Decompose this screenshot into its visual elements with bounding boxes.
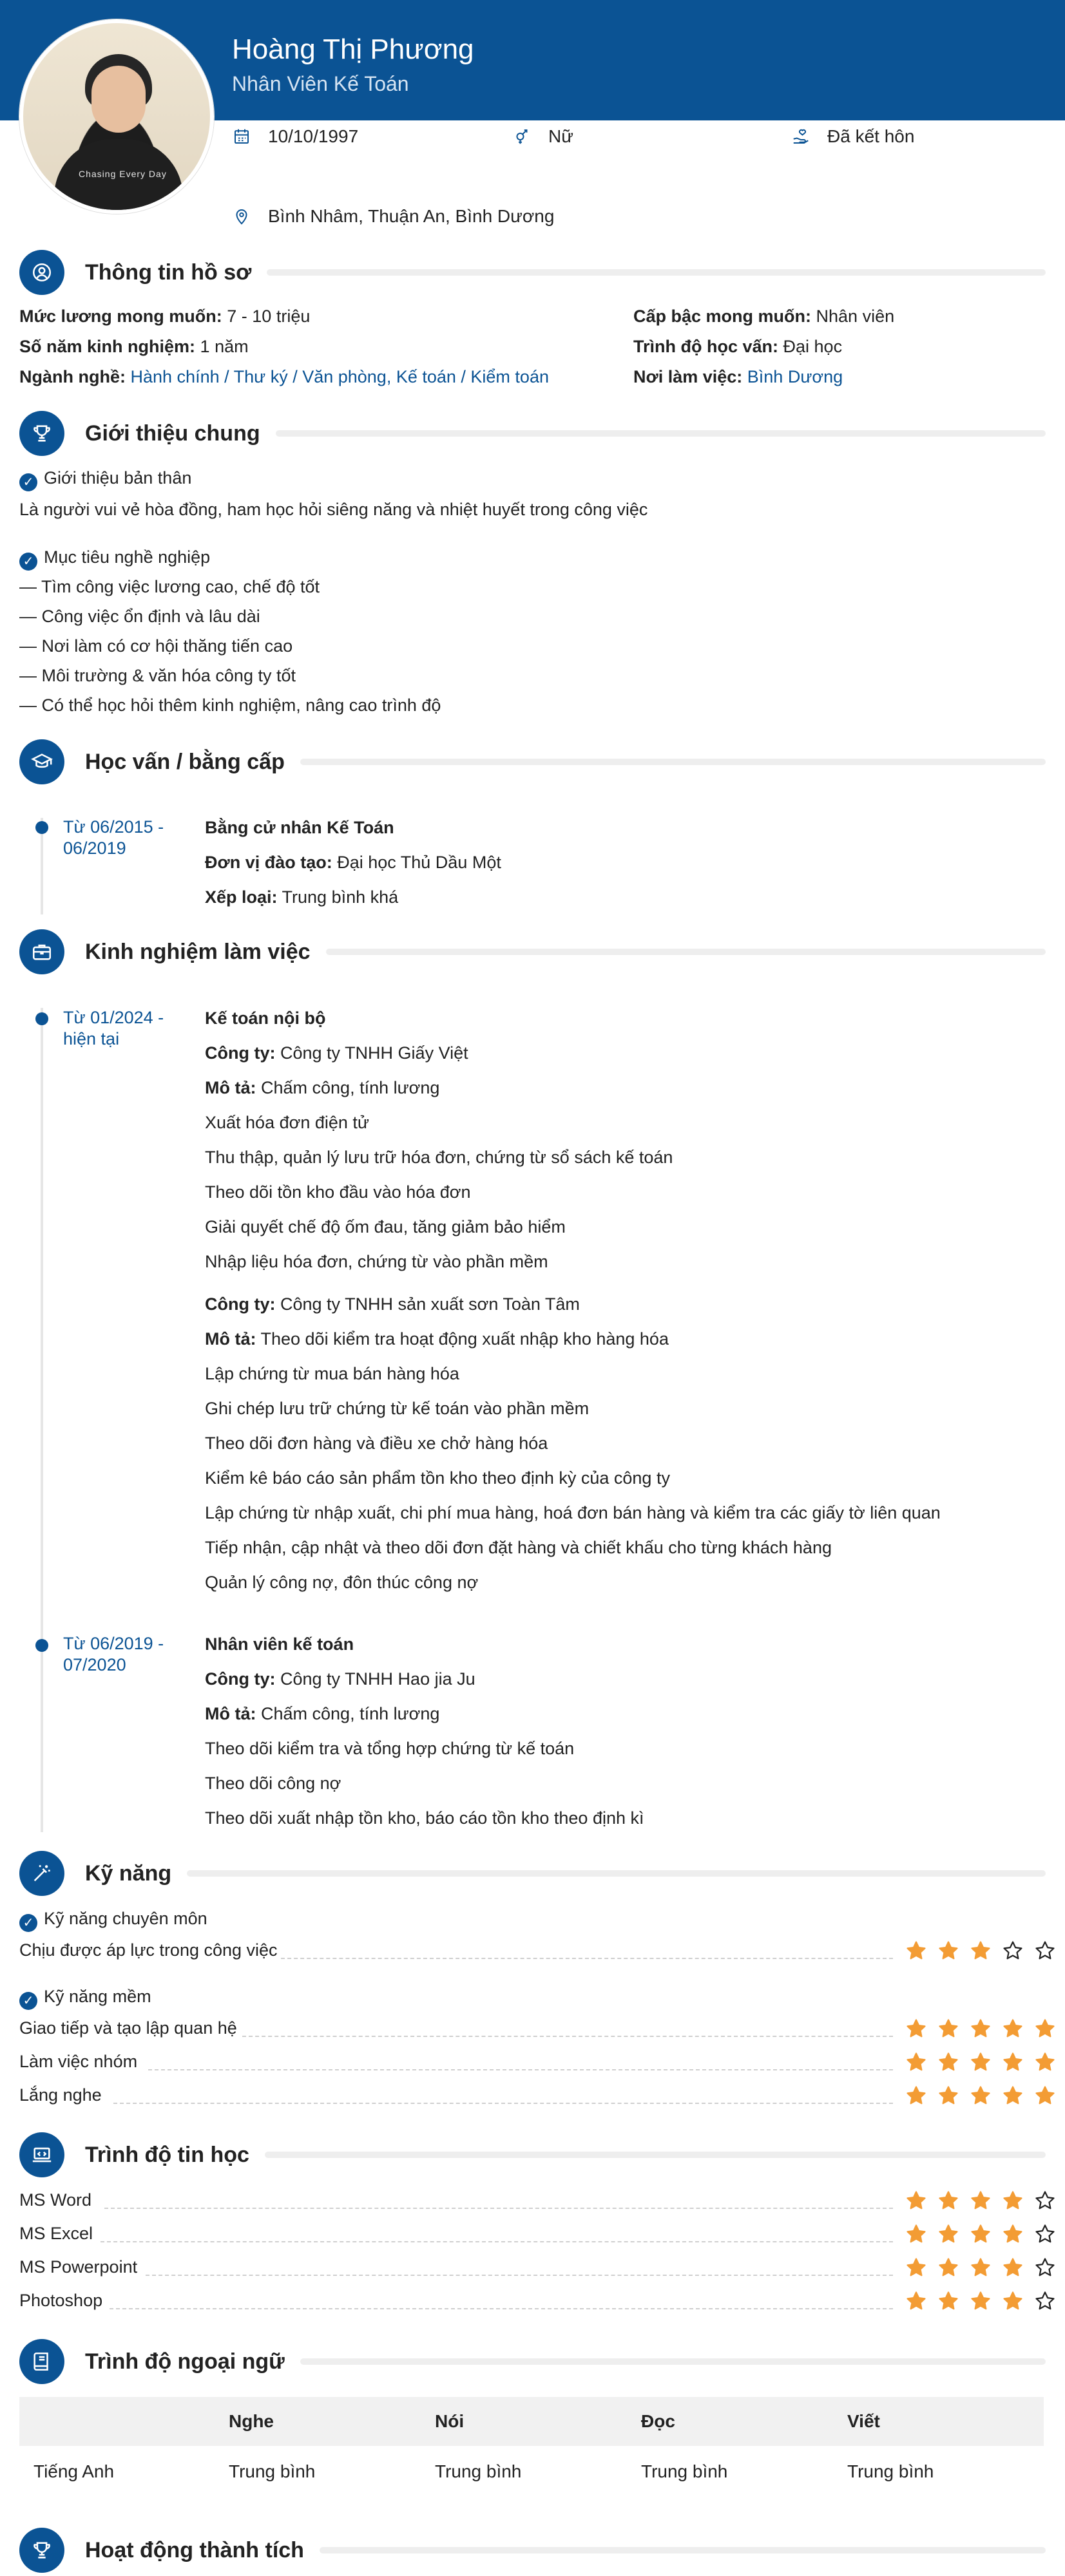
dotted-leader [148, 2069, 893, 2070]
star-filled-icon [905, 2085, 927, 2107]
book-icon [19, 2339, 64, 2384]
section-title: Kỹ năng [85, 1861, 172, 1886]
job-company: Công ty: Công ty TNHH Giấy Việt [205, 1043, 468, 1063]
dotted-leader [113, 2103, 893, 2104]
it-skill-rating [905, 2223, 1056, 2245]
star-filled-icon [1002, 2018, 1024, 2040]
star-filled-icon [937, 2223, 959, 2245]
section-it [19, 2132, 1046, 2177]
timeline-dot [35, 1012, 48, 1025]
star-filled-icon [970, 2085, 992, 2107]
industry-row: Ngành nghề: Hành chính / Thư ký / Văn phòng, Kế toán / Kiểm toán [19, 367, 549, 386]
location-pin-icon [232, 207, 251, 226]
skill-name: Lắng nghe [19, 2085, 102, 2105]
salary-row: Mức lương mong muốn: 7 - 10 triệu [19, 307, 311, 326]
section-divider [267, 269, 1046, 276]
section-education [19, 739, 1046, 784]
address-value: Bình Nhâm, Thuận An, Bình Dương [268, 206, 555, 226]
job-line: Tiếp nhận, cập nhật và theo dõi đơn đặt hàng và chiết khấu cho từng khách hàng [205, 1538, 832, 1557]
star-filled-icon [905, 2190, 927, 2211]
dotted-leader [281, 1958, 893, 1959]
star-filled-icon [1002, 2290, 1024, 2312]
section-intro [19, 411, 1046, 456]
star-filled-icon [970, 2290, 992, 2312]
section-languages [19, 2339, 1046, 2384]
job-line: Theo dõi công nợ [205, 1774, 341, 1793]
goal-item: — Môi trường & văn hóa công ty tốt [19, 666, 296, 685]
user-icon [19, 250, 64, 295]
goal-item: — Nơi làm có cơ hội thăng tiến cao [19, 636, 293, 656]
marital-value: Đã kết hôn [827, 126, 915, 146]
section-profile-info [19, 250, 1046, 295]
star-empty-icon [1034, 2223, 1056, 2245]
job-line: Xuất hóa đơn điện tử [205, 1113, 369, 1132]
it-skill-rating [905, 2190, 1056, 2211]
table-row [19, 2446, 1044, 2497]
skill-rating [905, 2085, 1056, 2107]
gender-value: Nữ [548, 126, 573, 146]
job-line: Quản lý công nợ, đôn thúc công nợ [205, 1573, 479, 1592]
star-filled-icon [1034, 2085, 1056, 2107]
candidate-name: Hoàng Thị Phương [232, 33, 474, 65]
experience-timeline [41, 1008, 43, 1832]
goal-item: — Tìm công việc lương cao, chế độ tốt [19, 577, 320, 596]
star-filled-icon [970, 2257, 992, 2278]
skill-name: Chịu được áp lực trong công việc [19, 1940, 278, 1960]
job-line: Giải quyết chế độ ốm đau, tăng giảm bảo hiểm [205, 1217, 566, 1236]
star-filled-icon [1002, 2051, 1024, 2073]
job-title: Kế toán nội bộ [205, 1009, 326, 1028]
star-filled-icon [970, 1940, 992, 1962]
star-filled-icon [1002, 2257, 1024, 2278]
laptop-code-icon [19, 2132, 64, 2177]
section-title: Hoạt động thành tích [85, 2537, 304, 2562]
header-cell: Đọc [641, 2411, 675, 2431]
it-skill-name: MS Powerpoint [19, 2257, 138, 2277]
skill-name: Làm việc nhóm [19, 2052, 138, 2071]
goal-item: — Công việc ổn định và lâu dài [19, 607, 260, 626]
star-filled-icon [970, 2018, 992, 2040]
skill-rating [905, 2051, 1056, 2073]
it-skill-rating [905, 2290, 1056, 2312]
education-date: Từ 06/2015 - 06/2019 [63, 817, 164, 858]
birthday-value: 10/10/1997 [268, 126, 359, 146]
education-degree: Bằng cử nhân Kế Toán [205, 818, 394, 837]
job-line: Thu thập, quản lý lưu trữ hóa đơn, chứng từ sổ sách kế toán [205, 1148, 673, 1167]
section-title: Giới thiệu chung [85, 421, 260, 446]
graduation-cap-icon [19, 739, 64, 784]
professional-skills-label: ✓ Kỹ năng chuyên môn [19, 1909, 207, 1932]
briefcase-icon [19, 929, 64, 974]
job-line: Kiểm kê báo cáo sản phẩm tồn kho theo định kỳ của công ty [205, 1468, 670, 1488]
language-level: Trung bình [435, 2461, 522, 2481]
language-level: Trung bình [229, 2461, 316, 2481]
section-divider [326, 949, 1046, 955]
section-divider [300, 2358, 1046, 2365]
star-filled-icon [937, 2190, 959, 2211]
address-info [232, 206, 554, 227]
calendar-icon [232, 127, 251, 146]
star-filled-icon [970, 2223, 992, 2245]
star-filled-icon [1034, 2018, 1056, 2040]
header-cell: Nghe [229, 2411, 274, 2431]
star-filled-icon [905, 2290, 927, 2312]
star-filled-icon [937, 2290, 959, 2312]
job-title: Nhân viên kế toán [205, 1634, 354, 1654]
header-cell: Nói [435, 2411, 465, 2431]
star-filled-icon [1002, 2190, 1024, 2211]
job-line: Lập chứng từ mua bán hàng hóa [205, 1364, 459, 1383]
star-filled-icon [1002, 2085, 1024, 2107]
goal-item: — Có thể học hỏi thêm kinh nghiệm, nâng cao trình độ [19, 696, 441, 715]
hand-heart-icon [791, 127, 811, 146]
education-school: Đơn vị đào tạo: Đại học Thủ Dầu Một [205, 853, 501, 872]
magic-wand-icon [19, 1851, 64, 1896]
job-description: Mô tả: Chấm công, tính lương [205, 1078, 440, 1097]
section-experience [19, 929, 1046, 974]
star-filled-icon [937, 2051, 959, 2073]
job-line: Theo dõi tồn kho đầu vào hóa đơn [205, 1182, 471, 1202]
language-table-header [19, 2397, 1044, 2446]
it-skill-name: Photoshop [19, 2291, 103, 2310]
job-line: Lập chứng từ nhập xuất, chi phí mua hàng, hoá đơn bán hàng và kiểm tra các giấy tờ liên quan [205, 1503, 941, 1522]
marital-info [791, 126, 914, 147]
check-circle-icon: ✓ [19, 473, 37, 491]
goals-label: ✓ Mục tiêu nghề nghiệp [19, 547, 210, 571]
industry-link[interactable]: Hành chính / Thư ký / Văn phòng, Kế toán / Kiểm toán [130, 367, 549, 386]
star-filled-icon [937, 2257, 959, 2278]
star-filled-icon [905, 2223, 927, 2245]
job-line: Ghi chép lưu trữ chứng từ kế toán vào phần mềm [205, 1399, 590, 1418]
star-filled-icon [937, 2085, 959, 2107]
section-divider [300, 759, 1046, 765]
star-filled-icon [937, 1940, 959, 1962]
job-line: Theo dõi kiểm tra và tổng hợp chứng từ kế toán [205, 1739, 575, 1758]
candidate-job-title: Nhân Viên Kế Toán [232, 72, 409, 95]
job-line: Theo dõi đơn hàng và điều xe chở hàng hóa [205, 1434, 548, 1453]
star-filled-icon [1002, 2223, 1024, 2245]
language-table [19, 2397, 1044, 2497]
section-title: Trình độ ngoại ngữ [85, 2349, 285, 2374]
job-company: Công ty: Công ty TNHH Hao jia Ju [205, 1669, 475, 1689]
section-divider [187, 1870, 1046, 1877]
degree-row: Trình độ học vấn: Đại học [633, 337, 843, 356]
trophy-icon [19, 2528, 64, 2573]
education-grade: Xếp loại: Trung bình khá [205, 887, 399, 907]
it-skill-name: MS Excel [19, 2224, 93, 2243]
section-title: Thông tin hồ sơ [85, 260, 252, 285]
job-line: Theo dõi xuất nhập tồn kho, báo cáo tồn kho theo định kì [205, 1808, 644, 1828]
language-name: Tiếng Anh [34, 2461, 115, 2481]
dotted-leader [101, 2241, 893, 2242]
about-text: Là người vui vẻ hòa đồng, ham học hỏi siêng năng và nhiệt huyết trong công việc [19, 500, 648, 519]
section-divider [320, 2547, 1046, 2553]
about-label: ✓ Giới thiệu bản thân [19, 468, 191, 491]
star-empty-icon [1002, 1940, 1024, 1962]
it-skill-rating [905, 2257, 1056, 2278]
job-date: Từ 01/2024 - hiện tại [63, 1008, 164, 1048]
header-cell: Viết [847, 2411, 880, 2431]
dotted-leader [242, 2036, 893, 2037]
star-filled-icon [970, 2051, 992, 2073]
level-row: Cấp bậc mong muốn: Nhân viên [633, 307, 895, 326]
it-skill-name: MS Word [19, 2190, 92, 2210]
star-empty-icon [1034, 2190, 1056, 2211]
job-description: Mô tả: Theo dõi kiểm tra hoạt động xuất nhập kho hàng hóa [205, 1329, 669, 1349]
section-divider [276, 430, 1046, 437]
soft-skills-label: ✓ Kỹ năng mềm [19, 1987, 151, 2010]
star-empty-icon [1034, 1940, 1056, 1962]
skill-rating [905, 2018, 1056, 2040]
language-level: Trung bình [641, 2461, 728, 2481]
star-filled-icon [905, 1940, 927, 1962]
section-skills [19, 1851, 1046, 1896]
star-empty-icon [1034, 2290, 1056, 2312]
trophy-icon [19, 411, 64, 456]
timeline-dot [35, 1639, 48, 1652]
job-company: Công ty: Công ty TNHH sản xuất sơn Toàn Tâm [205, 1294, 580, 1314]
years-row: Số năm kinh nghiệm: 1 năm [19, 337, 249, 356]
gender-info [512, 126, 573, 147]
star-filled-icon [1034, 2051, 1056, 2073]
skill-rating [905, 1940, 1056, 1962]
check-circle-icon: ✓ [19, 1992, 37, 2010]
dotted-leader [110, 2308, 893, 2309]
language-level: Trung bình [847, 2461, 934, 2481]
star-filled-icon [905, 2257, 927, 2278]
check-circle-icon: ✓ [19, 553, 37, 571]
star-filled-icon [970, 2190, 992, 2211]
birthday-info [232, 126, 358, 147]
avatar-shirt-print: Chasing Every Day [79, 169, 167, 179]
location-link[interactable]: Bình Dương [747, 367, 843, 386]
section-title: Kinh nghiệm làm việc [85, 939, 311, 964]
skill-name: Giao tiếp và tạo lập quan hệ [19, 2018, 237, 2038]
section-activities [19, 2528, 1046, 2573]
dotted-leader [104, 2208, 893, 2209]
section-title: Trình độ tin học [85, 2142, 249, 2167]
timeline-dot [35, 821, 48, 834]
location-row: Nơi làm việc: Bình Dương [633, 367, 843, 386]
section-title: Học vấn / bằng cấp [85, 749, 285, 774]
check-circle-icon: ✓ [19, 1914, 37, 1932]
job-line: Nhập liệu hóa đơn, chứng từ vào phần mềm [205, 1252, 548, 1271]
job-date: Từ 06/2019 - 07/2020 [63, 1634, 164, 1674]
dotted-leader [146, 2275, 893, 2276]
star-filled-icon [905, 2051, 927, 2073]
avatar-face [91, 66, 146, 133]
star-filled-icon [937, 2018, 959, 2040]
avatar [19, 19, 214, 214]
star-empty-icon [1034, 2257, 1056, 2278]
section-divider [265, 2152, 1046, 2158]
star-filled-icon [905, 2018, 927, 2040]
gender-icon [512, 127, 532, 146]
job-description: Mô tả: Chấm công, tính lương [205, 1704, 440, 1723]
